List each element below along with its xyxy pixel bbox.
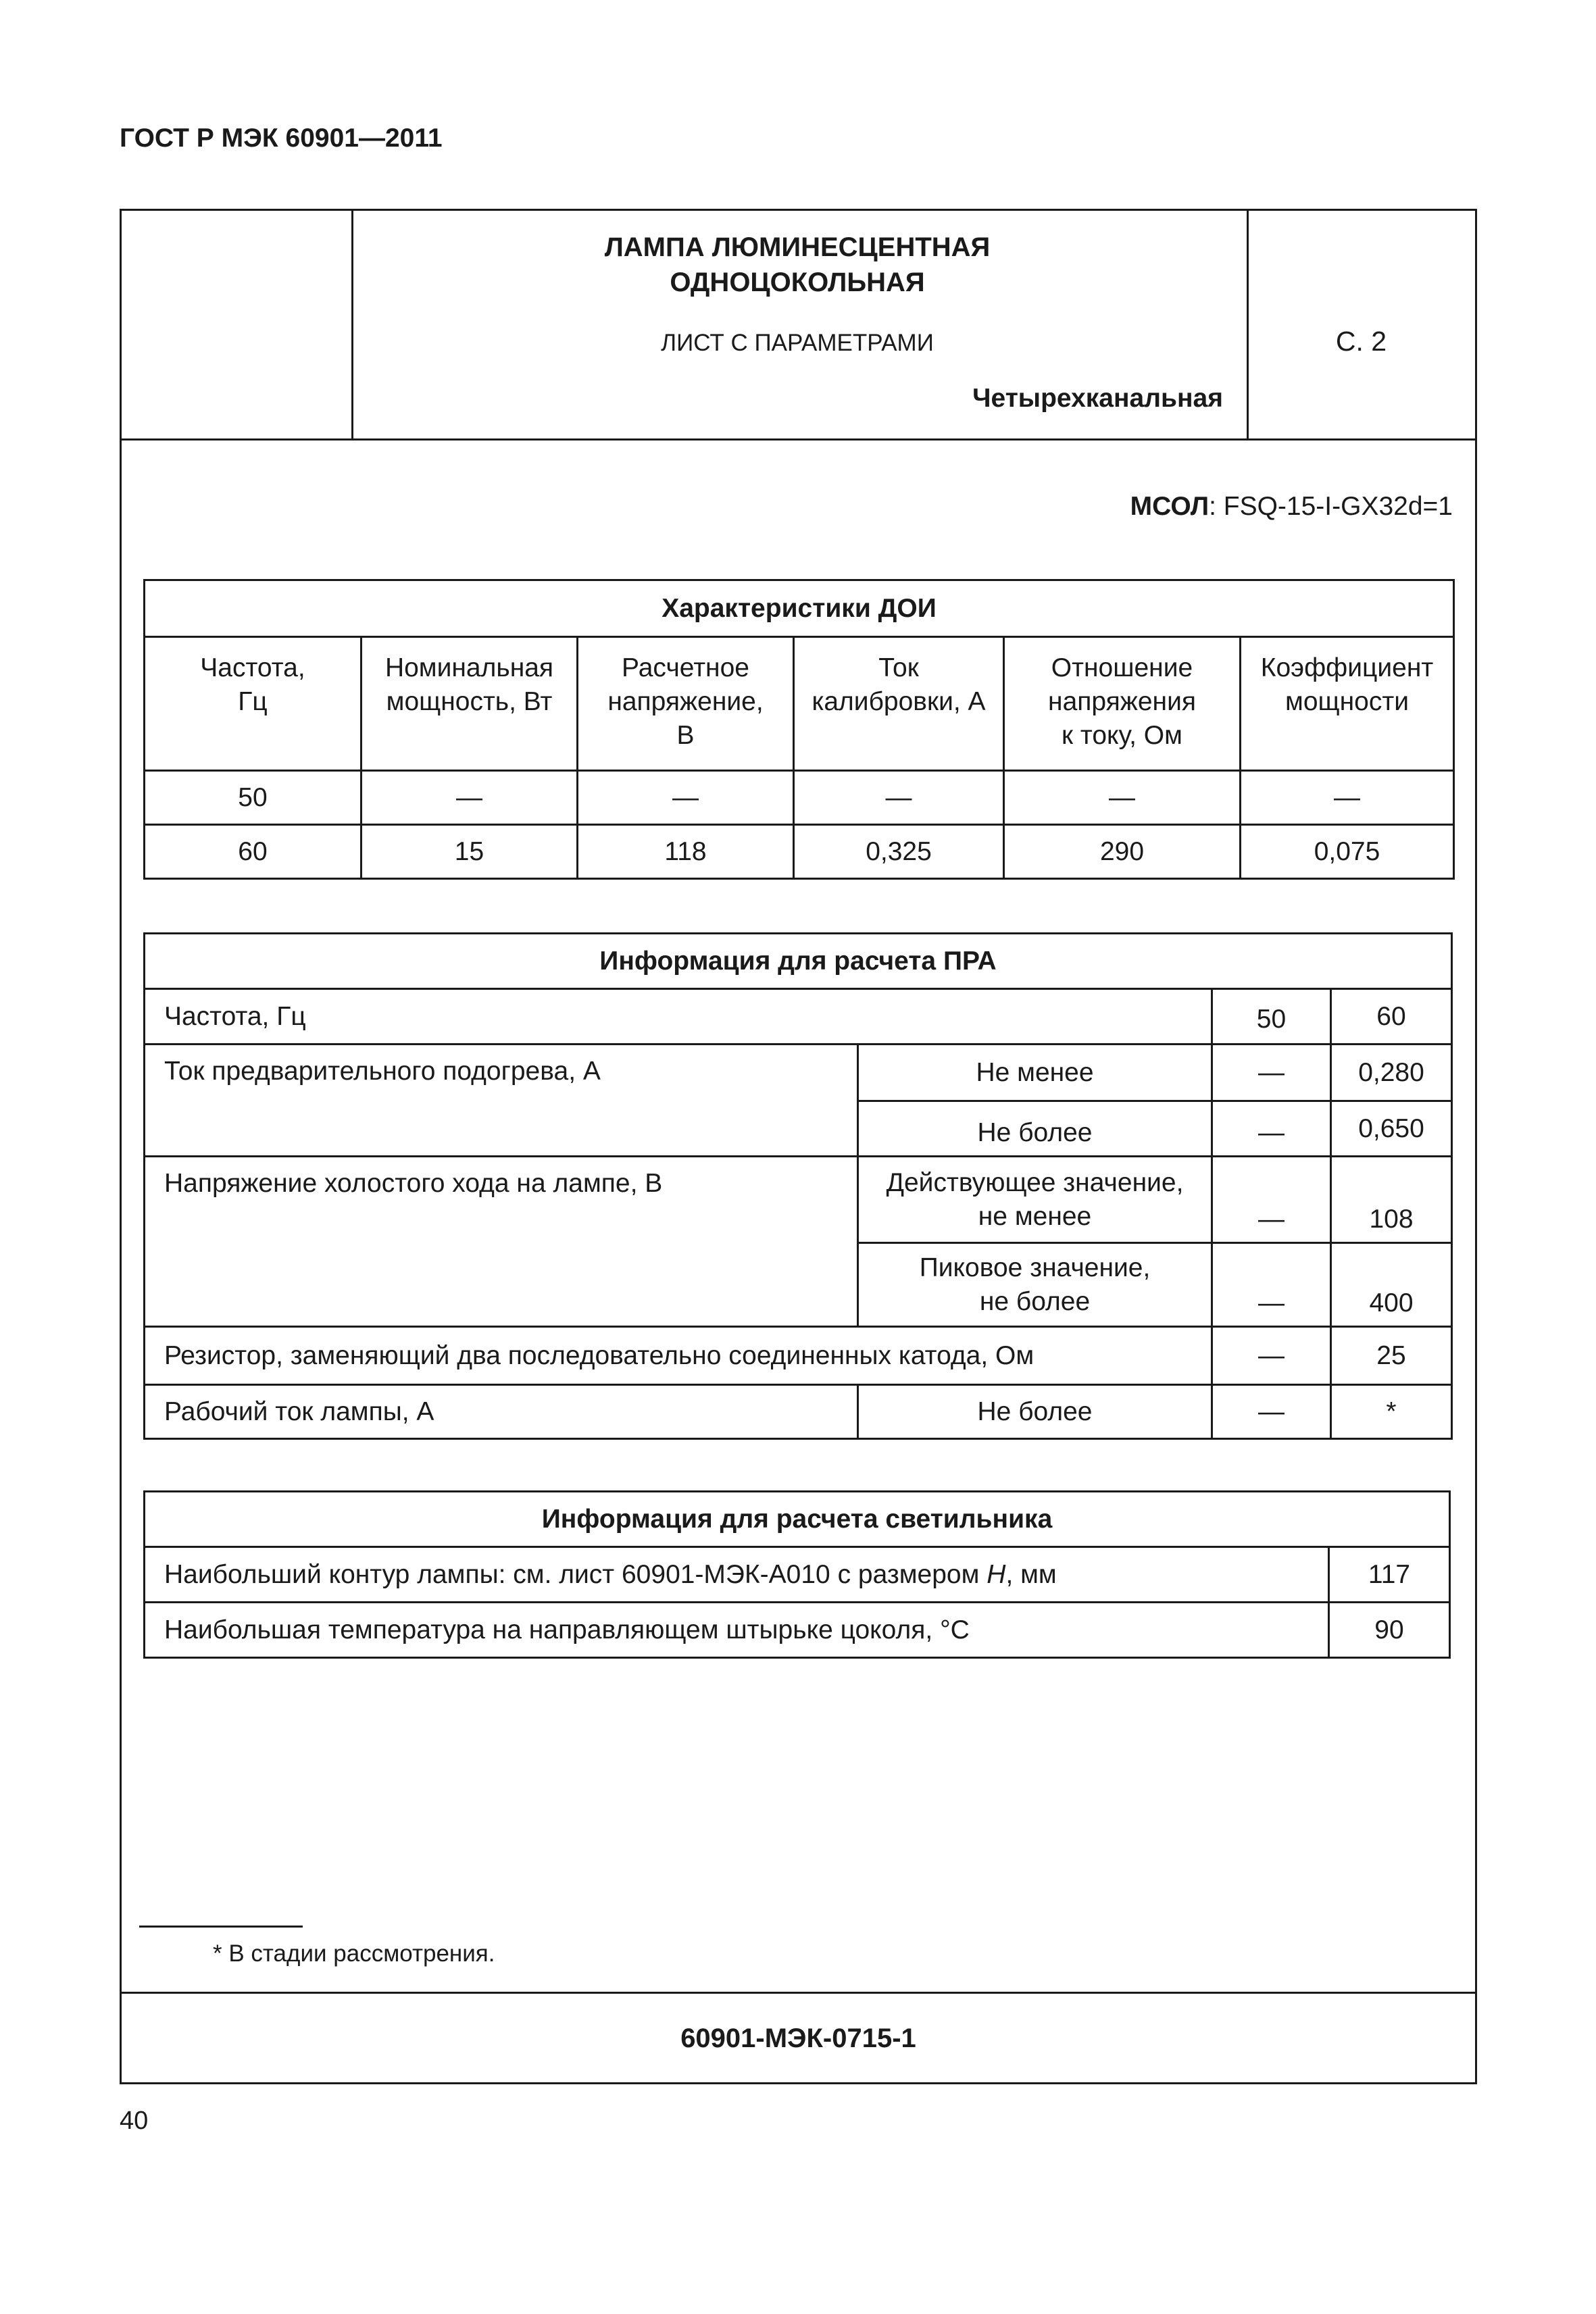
table-cell: 50 bbox=[145, 771, 361, 825]
preheat-min-50: — bbox=[1212, 1045, 1331, 1101]
table-cell: — bbox=[361, 771, 578, 825]
table-cell: — bbox=[794, 771, 1004, 825]
header-power-factor: Коэффициент мощности bbox=[1241, 637, 1454, 771]
designation-value: : FSQ-15-I-GX32d=1 bbox=[1209, 492, 1453, 521]
table-row bbox=[145, 825, 1454, 879]
header-rated-voltage: Расчетное напряжение, В bbox=[578, 637, 794, 771]
max-temperature-value: 90 bbox=[1329, 1603, 1450, 1658]
header-voltage-current-ratio: Отношение напряжения к току, Ом bbox=[1004, 637, 1241, 771]
preheat-min-label: Не менее bbox=[858, 1045, 1212, 1101]
operating-current-50: — bbox=[1212, 1385, 1331, 1439]
max-outline-label: Наибольший контур лампы: см. лист 60901-МЭК-А010 с размером H, мм bbox=[145, 1547, 1329, 1603]
characteristics-table bbox=[143, 579, 1455, 880]
footnote: * В стадии рассмотрения. bbox=[213, 1940, 495, 1967]
table-row bbox=[145, 1385, 1452, 1439]
title-line-1: ЛАМПА ЛЮМИНЕСЦЕНТНАЯ bbox=[604, 232, 991, 262]
header-frequency: Частота, Гц bbox=[145, 637, 361, 771]
max-temperature-label: Наибольшая температура на направляющем штырьке цоколя, °С bbox=[145, 1603, 1329, 1658]
title-bottom-rule bbox=[122, 438, 1475, 441]
table-row bbox=[145, 1045, 1452, 1101]
ocv-peak-60: 400 bbox=[1331, 1243, 1452, 1327]
resistor-label: Резистор, заменяющий два последовательно соединенных катода, Ом bbox=[145, 1327, 1212, 1385]
title-line-2: ОДНОЦОКОЛЬНАЯ bbox=[670, 268, 925, 297]
preheat-max-label: Не более bbox=[858, 1101, 1212, 1157]
sheet-label: ЛИСТ С ПАРАМЕТРАМИ bbox=[661, 330, 934, 356]
table-cell: — bbox=[1004, 771, 1241, 825]
preheat-min-60: 0,280 bbox=[1331, 1045, 1452, 1101]
table-cell: 15 bbox=[361, 825, 578, 879]
table-cell: — bbox=[578, 771, 794, 825]
page-reference: С. 2 bbox=[1335, 326, 1387, 357]
operating-current-condition: Не более bbox=[858, 1385, 1212, 1439]
header-calibration-current: Ток калибровки, А bbox=[794, 637, 1004, 771]
standard-designation: ГОСТ Р МЭК 60901—2011 bbox=[120, 124, 443, 153]
table-row bbox=[145, 1157, 1452, 1243]
ocv-rms-label: Действующее значение, не менее bbox=[858, 1157, 1212, 1243]
page-number: 40 bbox=[120, 2107, 149, 2135]
resistor-50: — bbox=[1212, 1327, 1331, 1385]
table3-caption: Информация для расчета светильника bbox=[145, 1492, 1450, 1547]
lamp-subtype: Четырехканальная bbox=[972, 384, 1223, 413]
operating-current-60: * bbox=[1331, 1385, 1452, 1439]
ocv-peak-label: Пиковое значение, не более bbox=[858, 1243, 1212, 1327]
footer-top-rule bbox=[122, 1992, 1475, 1994]
preheat-max-50: — bbox=[1212, 1101, 1331, 1157]
table-row bbox=[145, 771, 1454, 825]
table-row bbox=[145, 1327, 1452, 1385]
table-cell: 0,075 bbox=[1241, 825, 1454, 879]
preheat-label: Ток предварительного подогрева, А bbox=[145, 1045, 858, 1157]
table-row bbox=[145, 1547, 1450, 1603]
table1-caption: Характеристики ДОИ bbox=[145, 580, 1454, 637]
table-cell: 290 bbox=[1004, 825, 1241, 879]
frequency-50: 50 bbox=[1212, 989, 1331, 1045]
operating-current-label: Рабочий ток лампы, А bbox=[145, 1385, 858, 1439]
ballast-info-table bbox=[143, 932, 1453, 1440]
preheat-max-60: 0,650 bbox=[1331, 1101, 1452, 1157]
table-cell: 118 bbox=[578, 825, 794, 879]
header-rated-power: Номинальная мощность, Вт bbox=[361, 637, 578, 771]
table-row bbox=[145, 989, 1452, 1045]
table2-caption: Информация для расчета ПРА bbox=[145, 934, 1452, 989]
ocv-peak-50: — bbox=[1212, 1243, 1331, 1327]
ocv-label: Напряжение холостого хода на лампе, В bbox=[145, 1157, 858, 1327]
table-cell: 60 bbox=[145, 825, 361, 879]
title-block bbox=[351, 230, 1243, 300]
max-outline-value: 117 bbox=[1329, 1547, 1450, 1603]
frequency-label: Частота, Гц bbox=[145, 989, 1212, 1045]
luminaire-info-table bbox=[143, 1490, 1451, 1659]
resistor-60: 25 bbox=[1331, 1327, 1452, 1385]
designation-label: МСОЛ bbox=[1130, 492, 1210, 521]
sheet-code: 60901-МЭК-0715-1 bbox=[680, 2023, 916, 2053]
table-cell: — bbox=[1241, 771, 1454, 825]
ocv-rms-50: — bbox=[1212, 1157, 1331, 1243]
title-divider-right bbox=[1247, 211, 1249, 438]
frequency-60: 60 bbox=[1331, 989, 1452, 1045]
ocv-rms-60: 108 bbox=[1331, 1157, 1452, 1243]
table-row bbox=[145, 1603, 1450, 1658]
footnote-rule bbox=[139, 1926, 303, 1928]
table-cell: 0,325 bbox=[794, 825, 1004, 879]
lamp-designation bbox=[946, 492, 1453, 522]
